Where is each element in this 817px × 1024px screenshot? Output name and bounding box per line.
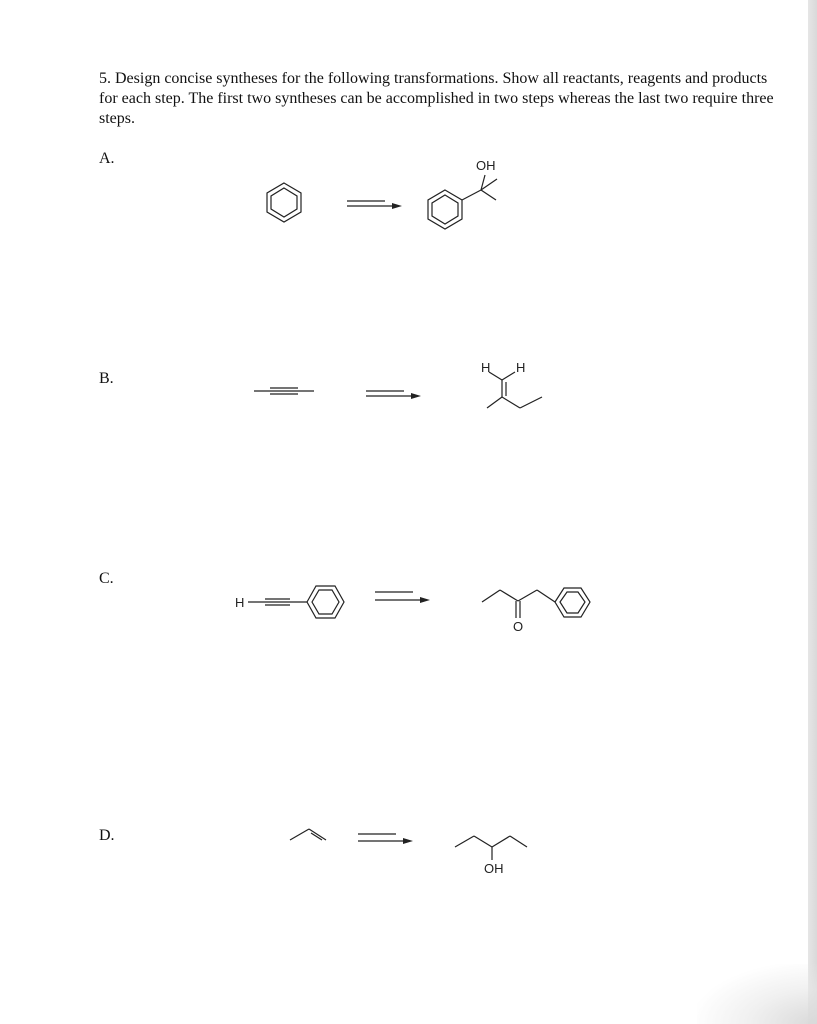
part-a-product-tertiary-alcohol <box>428 158 497 229</box>
part-a-oh-label: OH <box>476 158 496 173</box>
question-text: 5. Design concise syntheses for the following transformations. Show all reactants, reagents and products for each step. The first two syntheses can be accomplished in two steps whereas the last two require three steps. <box>99 70 774 127</box>
part-d-oh-label: OH <box>484 861 504 876</box>
part-c-h-label: H <box>235 595 245 610</box>
part-d-label: D. <box>99 827 115 844</box>
part-d-product-alcohol <box>455 836 527 876</box>
part-c-reaction-arrow <box>375 592 430 603</box>
part-b-h-label-right: H <box>516 360 526 375</box>
part-a-label: A. <box>99 150 115 167</box>
part-a-reactant-benzene <box>267 183 301 222</box>
part-d-reactant-propene <box>290 829 326 840</box>
part-c-o-label: O <box>513 619 524 634</box>
part-b-label: B. <box>99 370 114 387</box>
part-b-reaction-arrow <box>366 391 421 399</box>
part-c-reactant-phenylacetylene <box>235 586 344 618</box>
part-c-product-ketone <box>482 588 590 634</box>
part-b-product-cis-alkene <box>481 360 542 408</box>
part-b-h-label-left: H <box>481 360 491 375</box>
part-d-reaction-arrow <box>358 834 413 844</box>
part-b-reactant-alkyne <box>254 388 314 394</box>
part-a-reaction-arrow <box>347 201 402 209</box>
part-c-label: C. <box>99 570 114 587</box>
